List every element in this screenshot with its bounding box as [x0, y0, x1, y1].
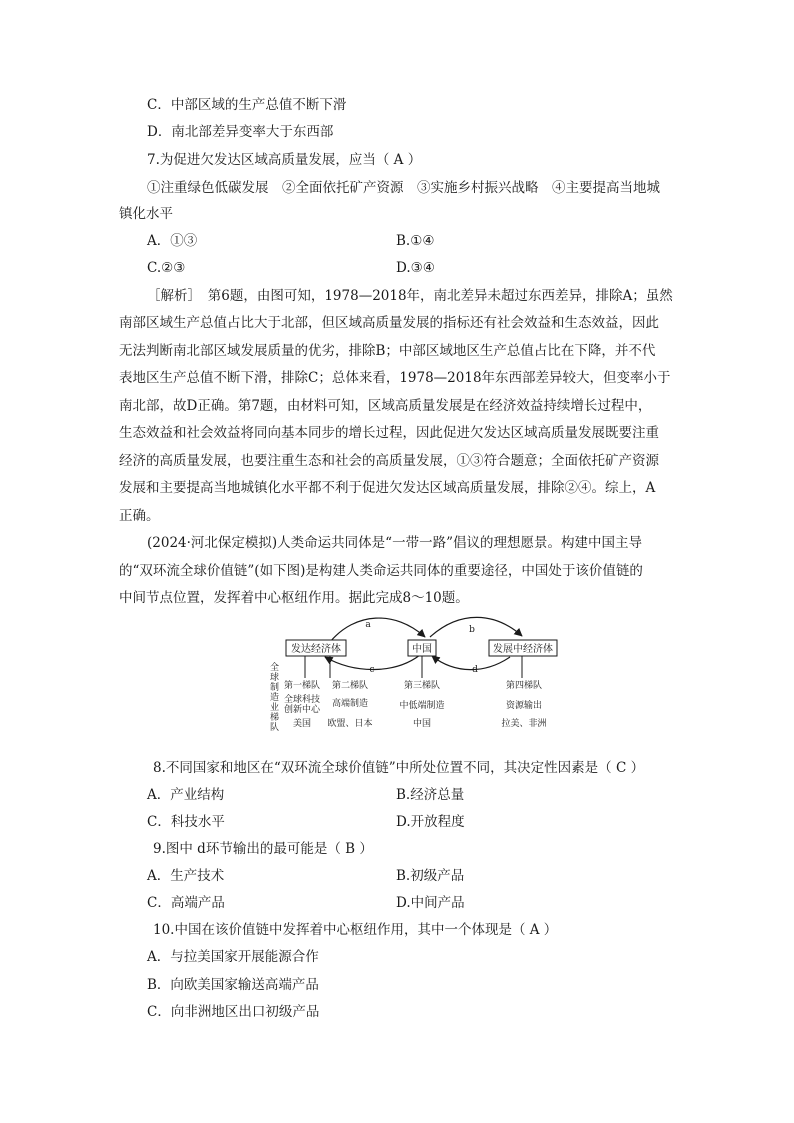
- svg-text:第一梯队: 第一梯队: [283, 681, 321, 691]
- svg-text:梯: 梯: [270, 713, 280, 723]
- arrow-d-label: d: [472, 665, 478, 675]
- option-9a: A．生产技术: [147, 868, 225, 884]
- analysis-line: ［解析］ 第6题，由图可知，1978—2018年，南北差异未超过东西差异，排除A；虽然: [147, 288, 673, 304]
- option-8b: B.经济总量: [396, 787, 465, 803]
- option-7d: D.③④: [396, 260, 435, 276]
- svg-text:欧盟、日本: 欧盟、日本: [327, 719, 373, 729]
- option-9c: C．高端产品: [147, 895, 225, 911]
- svg-text:第三梯队: 第三梯队: [403, 681, 441, 691]
- question-7-stem-cont: 镇化水平: [119, 206, 173, 222]
- question-10: 10.中国在该价值链中发挥着中心枢纽作用，其中一个体现是（ A ）: [153, 922, 558, 938]
- option-8d: D.开放程度: [396, 814, 465, 830]
- svg-text:美国: 美国: [292, 719, 312, 729]
- svg-text:第四梯队: 第四梯队: [505, 681, 543, 691]
- option-10c: C．向非洲地区出口初级产品: [147, 1004, 320, 1020]
- arrow-b-label: b: [469, 625, 475, 635]
- material-line: 中间节点位置，发挥着中心枢纽作用。据此完成8～10题。: [119, 590, 469, 606]
- tier-4: [501, 679, 546, 729]
- svg-text:球: 球: [270, 673, 280, 683]
- analysis-line: 南部区域生产总值占比大于北部，但区域高质量发展的指标还有社会效益和生态效益，因此: [119, 315, 659, 331]
- svg-text:造: 造: [270, 693, 280, 703]
- analysis-line: 无法判断南北部区域发展质量的优劣，排除B；中部区域地区生产总值占比在下降，并不代: [119, 343, 656, 359]
- analysis-line: 表地区生产总值不断下滑，排除C；总体来看，1978—2018年东西部差异较大，但变率小于: [119, 370, 671, 386]
- svg-text:拉美、非洲: 拉美、非洲: [501, 719, 547, 729]
- svg-text:中国: 中国: [412, 719, 432, 729]
- question-7: 7.为促进欠发达区域高质量发展，应当（ A ）: [147, 152, 422, 168]
- svg-text:第二梯队: 第二梯队: [331, 681, 369, 691]
- svg-text:全球科技: 全球科技: [283, 695, 321, 705]
- box-developed-label: 发达经济体: [291, 644, 341, 655]
- tier-1: [284, 679, 321, 729]
- svg-text:全: 全: [270, 663, 280, 673]
- option-7b: B.①④: [396, 233, 435, 249]
- analysis-line: 南北部，故D正确。第7题，由材料可知，区域高质量发展是在经济效益持续增长过程中，: [119, 398, 652, 414]
- tier-3: [399, 679, 444, 729]
- arrow-c-label: c: [369, 665, 375, 675]
- arrow-d: [432, 656, 510, 670]
- svg-text:资源输出: 资源输出: [505, 701, 543, 711]
- question-8: 8.不同国家和地区在“双环流全球价值链”中所处位置不同，其决定性因素是（ C ）: [153, 760, 645, 776]
- option-9b: B.初级产品: [396, 868, 465, 884]
- material-line: (2024·河北保定模拟)人类命运共同体是“一带一路”倡议的理想愿景。构建中国主导: [147, 535, 642, 551]
- arrow-a-label: a: [365, 620, 371, 630]
- option-8a: A．产业结构: [147, 787, 225, 803]
- box-developing-label: 发展中经济体: [493, 644, 553, 655]
- option-9d: D.中间产品: [396, 895, 465, 911]
- svg-text:中低端制造: 中低端制造: [399, 701, 445, 711]
- option-8c: C．科技水平: [147, 814, 225, 830]
- svg-text:创新中心: 创新中心: [283, 705, 321, 715]
- side-label: [270, 661, 279, 733]
- option-6c: C．中部区域的生产总值不断下滑: [147, 97, 347, 113]
- option-10b: B．向欧美国家输送高端产品: [147, 977, 319, 993]
- option-6d: D．南北部差异变率大于东西部: [147, 124, 334, 140]
- svg-text:队: 队: [270, 723, 280, 733]
- analysis-line: 经济的高质量发展，也要注重生态和社会的高质量发展，①③符合题意；全面依托矿产资源: [119, 453, 659, 469]
- option-10a: A．与拉美国家开展能源合作: [147, 949, 319, 965]
- arrow-b: [430, 617, 522, 637]
- tier-2: [327, 679, 372, 729]
- option-7c: C.②③: [147, 260, 186, 276]
- analysis-line: 生态效益和社会效益将同向基本同步的增长过程，因此促进欠发达区域高质量发展既要注重: [119, 425, 659, 441]
- question-7-stem: ①注重绿色低碳发展 ②全面依托矿产资源 ③实施乡村振兴战略 ④主要提高当地城: [147, 180, 660, 196]
- svg-text:制: 制: [270, 683, 280, 693]
- svg-text:高端制造: 高端制造: [331, 699, 369, 709]
- value-chain-diagram: [260, 612, 570, 744]
- material-line: 的“双环流全球价值链”(如下图)是构建人类命运共同体的重要途径，中国处于该价值链的: [119, 563, 643, 579]
- box-china-label: 中国: [412, 644, 432, 655]
- svg-text:业: 业: [270, 703, 280, 713]
- option-7a: A．①③: [147, 233, 198, 249]
- question-9: 9.图中 d环节输出的最可能是（ B ）: [153, 841, 373, 857]
- arrow-a: [330, 618, 425, 642]
- analysis-line: 正确。: [119, 508, 160, 524]
- analysis-line: 发展和主要提高当地城镇化水平都不利于促进欠发达区域高质量发展，排除②④。综上，A: [119, 480, 656, 496]
